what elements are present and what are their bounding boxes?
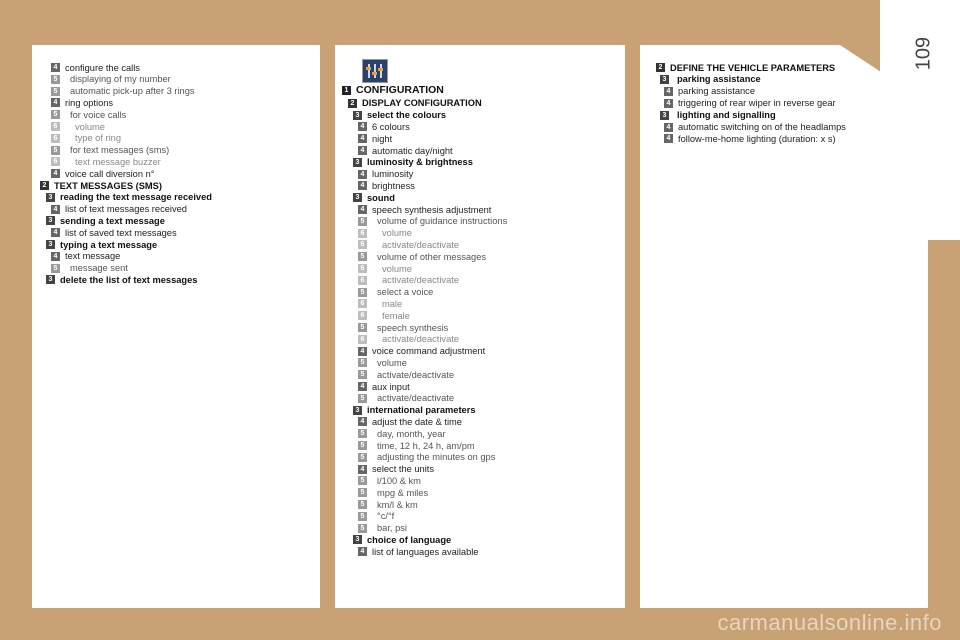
menu-item-label: volume of other messages bbox=[377, 251, 487, 262]
watermark: carmanualsonline.info bbox=[717, 610, 942, 635]
menu-item-label: adjusting the minutes on gps bbox=[377, 452, 496, 463]
level-badge: 4 bbox=[51, 169, 60, 178]
menu-item-label: reading the text message received bbox=[60, 192, 212, 203]
menu-item bbox=[353, 534, 451, 545]
level-badge: 5 bbox=[358, 441, 367, 450]
level-badge: 5 bbox=[358, 394, 367, 403]
menu-item-label: DEFINE THE VEHICLE PARAMETERS bbox=[670, 62, 836, 73]
menu-item bbox=[358, 452, 495, 463]
menu-item bbox=[664, 98, 836, 109]
menu-item bbox=[358, 145, 453, 156]
menu-item bbox=[353, 110, 446, 121]
level-badge: 5 bbox=[358, 500, 367, 509]
menu-item-label: select the units bbox=[372, 464, 435, 475]
menu-item bbox=[358, 180, 415, 191]
level-badge: 5 bbox=[51, 146, 60, 155]
level-badge: 6 bbox=[358, 229, 367, 238]
level-badge: 3 bbox=[660, 111, 669, 120]
menu-item bbox=[353, 405, 476, 416]
menu-item-label: female bbox=[382, 310, 410, 321]
menu-item-label: activate/deactivate bbox=[377, 393, 455, 404]
level-badge: 6 bbox=[358, 299, 367, 308]
menu-item-label: male bbox=[382, 298, 403, 309]
menu-item bbox=[51, 263, 128, 274]
menu-item bbox=[664, 133, 836, 144]
menu-item-label: triggering of rear wiper in reverse gear bbox=[678, 98, 836, 109]
menu-item-label: text message bbox=[65, 251, 121, 262]
level-badge: 5 bbox=[358, 512, 367, 521]
menu-item bbox=[358, 121, 410, 132]
menu-item-label: text message buzzer bbox=[75, 156, 161, 167]
menu-item bbox=[660, 110, 776, 121]
menu-item bbox=[353, 192, 395, 203]
menu-item bbox=[51, 156, 161, 167]
level-badge: 4 bbox=[51, 205, 60, 214]
menu-item bbox=[358, 334, 459, 345]
level-badge: 5 bbox=[358, 453, 367, 462]
level-badge: 6 bbox=[358, 276, 367, 285]
menu-item bbox=[358, 275, 459, 286]
level-badge: 3 bbox=[353, 535, 362, 544]
menu-item-label: adjust the date & time bbox=[372, 416, 462, 427]
level-badge: 6 bbox=[358, 335, 367, 344]
menu-item-label: automatic day/night bbox=[372, 145, 453, 156]
level-badge: 5 bbox=[358, 524, 367, 533]
menu-item-label: km/l & km bbox=[377, 499, 418, 510]
menu-item bbox=[358, 546, 478, 557]
menu-item-label: volume bbox=[377, 357, 407, 368]
menu-item bbox=[51, 62, 140, 73]
menu-item bbox=[358, 487, 428, 498]
level-badge: 4 bbox=[358, 347, 367, 356]
menu-item-label: automatic switching on of the headlamps bbox=[678, 122, 846, 132]
level-badge: 4 bbox=[664, 134, 673, 143]
level-badge: 3 bbox=[46, 240, 55, 249]
menu-item bbox=[51, 133, 121, 144]
menu-item-label: international parameters bbox=[367, 405, 476, 416]
level-badge: 5 bbox=[358, 429, 367, 438]
menu-item bbox=[358, 357, 407, 368]
menu-item-label: list of languages available bbox=[372, 546, 479, 557]
menu-item-label: luminosity & brightness bbox=[367, 157, 473, 168]
menu-item-label: list of text messages received bbox=[65, 204, 187, 215]
level-badge: 3 bbox=[353, 111, 362, 120]
menu-item-label: typing a text message bbox=[60, 239, 158, 250]
menu-item-label: parking assistance bbox=[677, 74, 761, 85]
level-badge: 5 bbox=[358, 252, 367, 261]
menu-item bbox=[358, 216, 507, 227]
menu-item bbox=[40, 180, 162, 191]
menu-item bbox=[358, 511, 394, 522]
menu-item-label: volume bbox=[382, 263, 412, 274]
level-badge: 4 bbox=[358, 547, 367, 556]
menu-item bbox=[664, 86, 755, 97]
level-badge: 6 bbox=[51, 122, 60, 131]
menu-item-label: type of ring bbox=[75, 133, 121, 144]
level-badge: 6 bbox=[358, 311, 367, 320]
menu-item bbox=[358, 464, 434, 475]
menu-item-label: ring options bbox=[65, 97, 114, 108]
menu-item bbox=[358, 346, 485, 357]
level-badge: 6 bbox=[358, 240, 367, 249]
level-badge: 3 bbox=[353, 193, 362, 202]
menu-item bbox=[664, 122, 846, 133]
menu-item-label: for text messages (sms) bbox=[70, 145, 170, 156]
menu-item-label: delete the list of text messages bbox=[60, 274, 198, 285]
level-badge: 3 bbox=[660, 75, 669, 84]
menu-item bbox=[358, 416, 462, 427]
menu-item-label: DISPLAY CONFIGURATION bbox=[362, 98, 482, 109]
level-badge: 5 bbox=[358, 323, 367, 332]
level-badge: 2 bbox=[40, 181, 49, 190]
menu-item bbox=[348, 98, 482, 109]
menu-item bbox=[358, 228, 412, 239]
menu-item-label: activate/deactivate bbox=[382, 239, 460, 250]
menu-item bbox=[46, 274, 197, 285]
menu-item bbox=[358, 499, 418, 510]
level-badge: 4 bbox=[664, 99, 673, 108]
menu-item-label: speech synthesis adjustment bbox=[372, 204, 492, 215]
menu-item bbox=[358, 523, 407, 534]
menu-item-label: sound bbox=[367, 192, 395, 203]
menu-item bbox=[46, 215, 165, 226]
level-badge: 4 bbox=[664, 123, 673, 132]
menu-item bbox=[358, 381, 410, 392]
level-badge: 2 bbox=[348, 99, 357, 108]
menu-item bbox=[358, 393, 454, 404]
level-badge: 5 bbox=[358, 476, 367, 485]
level-badge: 5 bbox=[358, 288, 367, 297]
menu-item-label: aux input bbox=[372, 381, 410, 392]
menu-item-label: CONFIGURATION bbox=[356, 84, 444, 96]
menu-item-label: time, 12 h, 24 h, am/pm bbox=[377, 440, 475, 451]
menu-item bbox=[342, 83, 444, 97]
level-badge: 4 bbox=[358, 417, 367, 426]
menu-item bbox=[51, 121, 105, 132]
menu-item bbox=[358, 169, 413, 180]
menu-item-label: configure the calls bbox=[65, 62, 140, 73]
menu-item-label: parking assistance bbox=[678, 86, 755, 97]
menu-item bbox=[358, 251, 486, 262]
menu-item-label: °c/°f bbox=[377, 511, 395, 522]
level-badge: 4 bbox=[358, 205, 367, 214]
level-badge: 4 bbox=[51, 228, 60, 237]
menu-item bbox=[358, 133, 392, 144]
configuration-icon bbox=[362, 59, 388, 83]
level-badge: 5 bbox=[358, 488, 367, 497]
level-badge: 4 bbox=[358, 146, 367, 155]
menu-item-label: TEXT MESSAGES (SMS) bbox=[54, 180, 162, 191]
menu-item-label: choice of language bbox=[367, 534, 452, 545]
menu-item bbox=[51, 204, 187, 215]
level-badge: 3 bbox=[46, 216, 55, 225]
menu-item-label: volume bbox=[382, 228, 412, 239]
menu-item bbox=[358, 287, 433, 298]
level-badge: 4 bbox=[51, 63, 60, 72]
level-badge: 5 bbox=[51, 87, 60, 96]
menu-item-label: brightness bbox=[372, 180, 415, 191]
menu-item-label: voice command adjustment bbox=[372, 346, 486, 357]
menu-item bbox=[358, 298, 402, 309]
menu-item-label: message sent bbox=[70, 263, 128, 274]
level-badge: 5 bbox=[358, 217, 367, 226]
menu-item bbox=[51, 227, 177, 238]
level-badge: 5 bbox=[51, 110, 60, 119]
menu-item bbox=[656, 62, 835, 73]
menu-item-label: automatic pick-up after 3 rings bbox=[70, 86, 195, 97]
menu-item-label: list of saved text messages bbox=[65, 227, 177, 238]
menu-item-label: displaying of my number bbox=[70, 74, 171, 85]
menu-item bbox=[46, 239, 157, 250]
level-badge: 5 bbox=[51, 75, 60, 84]
menu-item bbox=[51, 168, 155, 179]
level-badge: 4 bbox=[664, 87, 673, 96]
level-badge: 4 bbox=[358, 134, 367, 143]
menu-item bbox=[358, 204, 491, 215]
level-badge: 4 bbox=[51, 98, 60, 107]
menu-item bbox=[660, 74, 761, 85]
menu-item-label: volume bbox=[75, 121, 105, 132]
menu-item bbox=[358, 322, 448, 333]
menu-item-label: luminosity bbox=[372, 169, 414, 180]
menu-item bbox=[51, 109, 126, 120]
menu-item bbox=[51, 86, 195, 97]
menu-item-label: select the colours bbox=[367, 110, 447, 121]
menu-item-label: follow-me-home lighting (duration: x s) bbox=[678, 133, 836, 144]
level-badge: 4 bbox=[358, 122, 367, 131]
menu-item-label: bar, psi bbox=[377, 523, 407, 534]
menu-item-label: volume of guidance instructions bbox=[377, 216, 508, 227]
level-badge: 5 bbox=[358, 358, 367, 367]
level-badge: 3 bbox=[46, 275, 55, 284]
level-badge: 4 bbox=[51, 252, 60, 261]
menu-item bbox=[51, 251, 120, 262]
level-badge: 6 bbox=[51, 157, 60, 166]
level-badge: 5 bbox=[358, 370, 367, 379]
level-badge: 3 bbox=[46, 193, 55, 202]
level-badge: 6 bbox=[358, 264, 367, 273]
menu-item-label: 6 colours bbox=[372, 121, 410, 132]
menu-item bbox=[358, 440, 475, 451]
level-badge: 3 bbox=[353, 406, 362, 415]
level-badge: 4 bbox=[358, 170, 367, 179]
level-badge: 4 bbox=[358, 181, 367, 190]
menu-item bbox=[358, 428, 446, 439]
menu-item-label: sending a text message bbox=[60, 215, 165, 226]
menu-item-label: activate/deactivate bbox=[377, 369, 455, 380]
page-number: 109 bbox=[912, 36, 935, 71]
menu-item bbox=[358, 263, 412, 274]
menu-item-label: voice call diversion n° bbox=[65, 168, 155, 179]
menu-item bbox=[46, 192, 212, 203]
level-badge: 3 bbox=[353, 158, 362, 167]
menu-item-label: select a voice bbox=[377, 287, 434, 298]
menu-item-label: l/100 & km bbox=[377, 475, 421, 486]
menu-item-label: for voice calls bbox=[70, 109, 127, 120]
level-badge: 1 bbox=[342, 86, 351, 95]
menu-item-label: activate/deactivate bbox=[382, 334, 460, 345]
level-badge: 5 bbox=[51, 264, 60, 273]
menu-item bbox=[358, 239, 459, 250]
menu-item bbox=[358, 369, 454, 380]
level-badge: 4 bbox=[358, 465, 367, 474]
menu-item-label: day, month, year bbox=[377, 428, 446, 439]
level-badge: 4 bbox=[358, 382, 367, 391]
menu-item-label: speech synthesis bbox=[377, 322, 449, 333]
menu-item bbox=[51, 74, 171, 85]
menu-item bbox=[358, 310, 410, 321]
menu-item-label: mpg & miles bbox=[377, 487, 429, 498]
menu-item-label: activate/deactivate bbox=[382, 275, 460, 286]
level-badge: 2 bbox=[656, 63, 665, 72]
menu-item-label: night bbox=[372, 133, 393, 144]
menu-item-label: lighting and signalling bbox=[677, 110, 776, 121]
level-badge: 6 bbox=[51, 134, 60, 143]
menu-item bbox=[353, 157, 473, 168]
menu-item bbox=[51, 97, 113, 108]
menu-item bbox=[358, 475, 421, 486]
menu-item bbox=[51, 145, 169, 156]
